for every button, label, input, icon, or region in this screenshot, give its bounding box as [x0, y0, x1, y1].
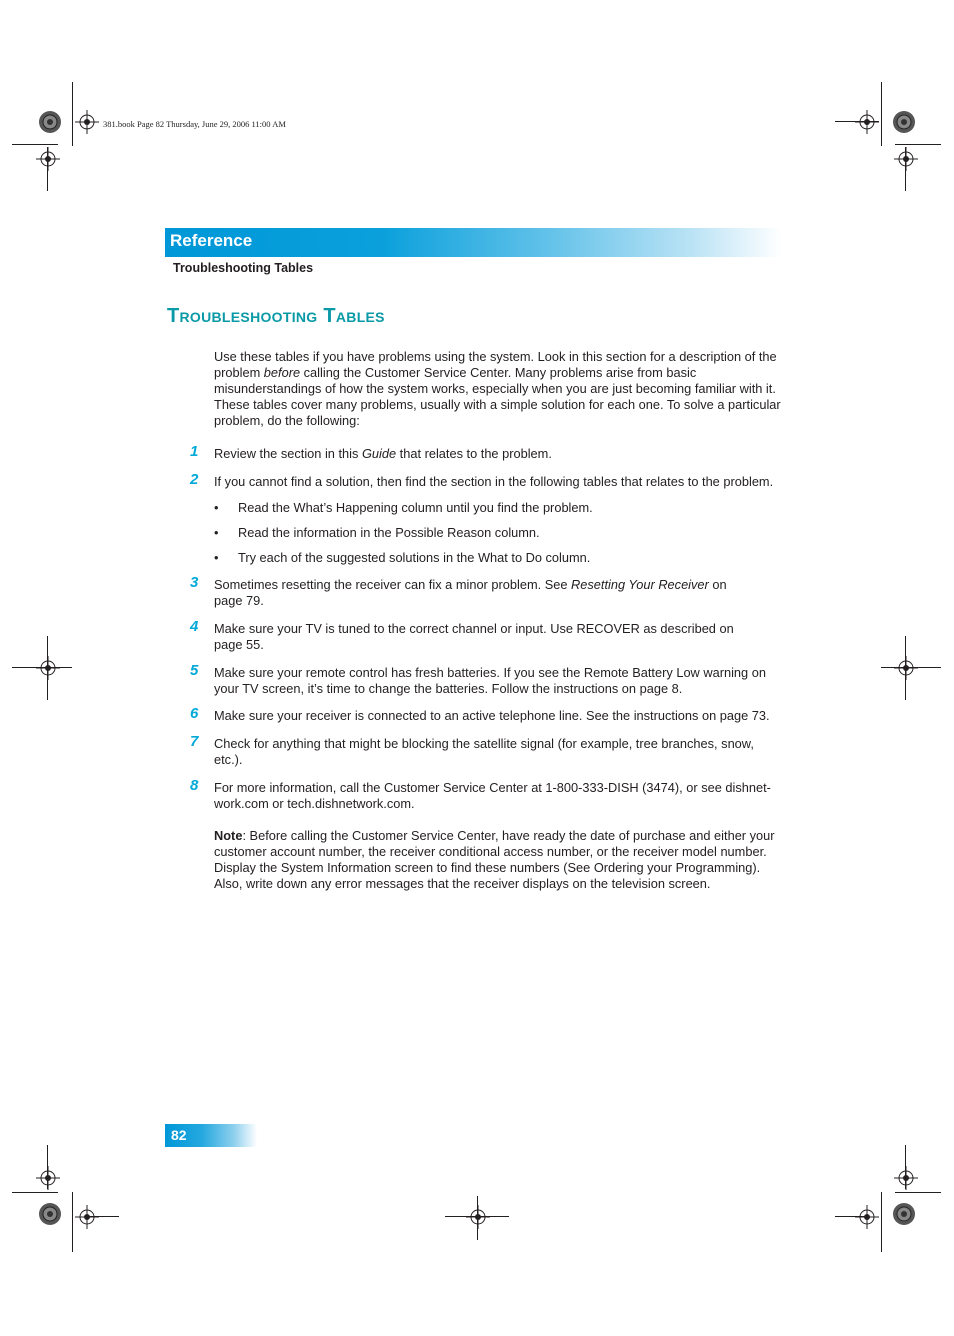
step-text: Check for anything that might be blocking the satellite signal (for example, tree branches, snow, etc.). — [214, 736, 754, 767]
registration-target-icon — [36, 147, 60, 171]
bullet-icon: • — [214, 500, 219, 515]
section-header-bar — [165, 228, 782, 257]
list-item: Read the information in the Possible Reason column. — [238, 525, 540, 540]
intro-text: Use these tables if you have problems using the system. Look in this section for a description of the problem — [214, 349, 777, 380]
step-number: 6 — [190, 705, 199, 722]
step-number: 4 — [190, 618, 199, 635]
color-registration-wheel-icon — [892, 1202, 916, 1226]
step-text: For more information, call the Customer Service Center at 1-800-333-DISH (3474), or see dishnet-work.com or tech.dishnetwork.com. — [214, 780, 771, 811]
section-label: Reference — [170, 231, 253, 250]
intro-text: calling the Customer Service Center. Many problems arise from basic misunderstandings of how the system works, especially when you are just becoming familiar with it. These tables cover many problems, usually with a simple solution for each one. To solve a particular problem, do the following: — [214, 365, 781, 428]
page-title: Troubleshooting Tables — [167, 305, 385, 327]
step-number: 2 — [190, 471, 199, 488]
step-text: Make sure your TV is tuned to the correct channel or input. Use RECOVER as described on page 55. — [214, 621, 734, 652]
step-number: 1 — [190, 443, 199, 460]
color-registration-wheel-icon — [38, 1202, 62, 1226]
page-number: 82 — [171, 1127, 187, 1143]
print-job-info: 381.book Page 82 Thursday, June 29, 2006 11:00 AM — [103, 119, 286, 129]
registration-target-icon — [855, 110, 879, 134]
bullet-icon: • — [214, 550, 219, 565]
registration-target-icon — [36, 656, 60, 680]
step-number: 7 — [190, 733, 199, 750]
step-text: Sometimes resetting the receiver can fix a minor problem. See Resetting Your Receiver on page 79. — [214, 577, 727, 608]
list-item: Read the What’s Happening column until you find the problem. — [238, 500, 593, 515]
step-text: If you cannot find a solution, then find the section in the following tables that relates to the problem. — [214, 474, 774, 489]
page-number-tab — [165, 1124, 257, 1147]
registration-target-icon — [466, 1205, 490, 1229]
step-text: Review the section in this Guide that relates to the problem. — [214, 446, 552, 461]
registration-target-icon — [75, 1205, 99, 1229]
registration-target-icon — [36, 1166, 60, 1190]
intro-emphasis: before — [263, 365, 301, 380]
step-text: Make sure your remote control has fresh batteries. If you see the Remote Battery Low warning on your TV screen, it’s time to change the batteries. Follow the instructions on page 8. — [214, 665, 766, 696]
list-item: Try each of the suggested solutions in the What to Do column. — [238, 550, 591, 565]
registration-target-icon — [855, 1205, 879, 1229]
step-number: 3 — [190, 574, 199, 591]
bullet-icon: • — [214, 525, 219, 540]
intro-paragraph — [214, 349, 788, 429]
color-registration-wheel-icon — [892, 110, 916, 134]
color-registration-wheel-icon — [38, 110, 62, 134]
note-text: : Before calling the Customer Service Center, have ready the date of purchase and either your customer account number, the receiver conditional access number, or the receiver model number. Display the System Information screen to find these numbers (See Ordering your Programming). Also, write down any error messages that the receiver displays on the television screen. — [214, 828, 775, 891]
registration-target-icon — [75, 110, 99, 134]
note-label: Note — [214, 828, 243, 843]
registration-target-icon — [894, 1166, 918, 1190]
registration-target-icon — [894, 656, 918, 680]
registration-target-icon — [894, 147, 918, 171]
step-number: 8 — [190, 777, 199, 794]
step-number: 5 — [190, 662, 199, 679]
step-text: Make sure your receiver is connected to an active telephone line. See the instructions on page 73. — [214, 708, 770, 723]
breadcrumb: Troubleshooting Tables — [173, 261, 314, 275]
note-paragraph — [214, 828, 786, 892]
